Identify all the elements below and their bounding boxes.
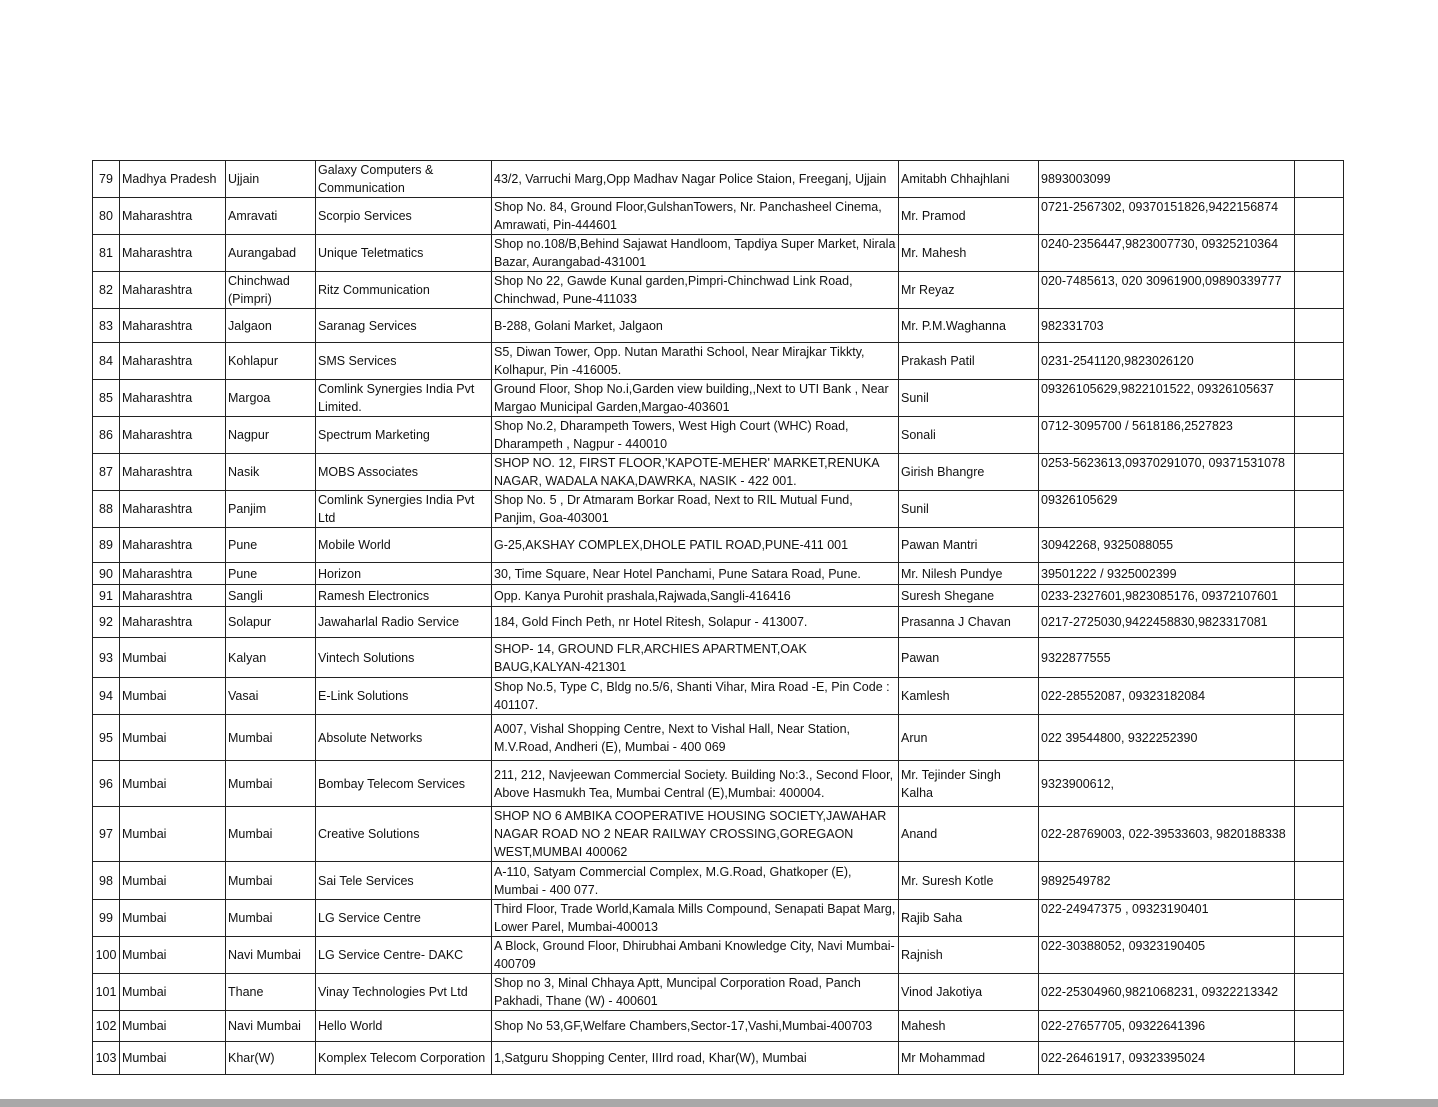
cell-city: Margoa <box>226 380 316 417</box>
cell-no: 81 <box>93 235 120 272</box>
cell-no: 82 <box>93 272 120 309</box>
cell-blank <box>1295 607 1344 638</box>
cell-blank <box>1295 563 1344 585</box>
cell-blank <box>1295 974 1344 1011</box>
cell-state: Maharashtra <box>120 528 226 563</box>
cell-address: Shop No.5, Type C, Bldg no.5/6, Shanti Vihar, Mira Road -E, Pin Code : 401107. <box>492 678 899 715</box>
cell-address: Third Floor, Trade World,Kamala Mills Compound, Senapati Bapat Marg, Lower Parel, Mumbai-400013 <box>492 900 899 937</box>
table-row <box>93 235 1344 272</box>
cell-contact: Mahesh <box>899 1011 1039 1042</box>
cell-name: E-Link Solutions <box>316 678 492 715</box>
cell-address: 184, Gold Finch Peth, nr Hotel Ritesh, Solapur - 413007. <box>492 607 899 638</box>
cell-contact: Mr Mohammad <box>899 1042 1039 1075</box>
cell-no: 99 <box>93 900 120 937</box>
cell-state: Mumbai <box>120 937 226 974</box>
cell-no: 83 <box>93 309 120 343</box>
cell-city: Mumbai <box>226 715 316 761</box>
cell-name: Creative Solutions <box>316 807 492 862</box>
cell-name: Galaxy Computers & Communication <box>316 161 492 198</box>
cell-city: Navi Mumbai <box>226 1011 316 1042</box>
cell-blank <box>1295 807 1344 862</box>
cell-phone: 020-7485613, 020 30961900,09890339777 <box>1039 272 1295 309</box>
cell-blank <box>1295 900 1344 937</box>
cell-no: 86 <box>93 417 120 454</box>
table-row <box>93 638 1344 678</box>
cell-phone: 09326105629 <box>1039 491 1295 528</box>
cell-state: Maharashtra <box>120 198 226 235</box>
cell-contact: Sonali <box>899 417 1039 454</box>
cell-city: Vasai <box>226 678 316 715</box>
cell-blank <box>1295 454 1344 491</box>
cell-state: Mumbai <box>120 974 226 1011</box>
table-row <box>93 563 1344 585</box>
cell-no: 98 <box>93 862 120 900</box>
cell-state: Maharashtra <box>120 607 226 638</box>
cell-address: 1,Satguru Shopping Center, IIIrd road, Khar(W), Mumbai <box>492 1042 899 1075</box>
cell-state: Mumbai <box>120 761 226 807</box>
cell-blank <box>1295 862 1344 900</box>
cell-address: G-25,AKSHAY COMPLEX,DHOLE PATIL ROAD,PUNE-411 001 <box>492 528 899 563</box>
service-centre-table-sheet <box>92 160 1343 1075</box>
cell-city: Mumbai <box>226 807 316 862</box>
table-row <box>93 1042 1344 1075</box>
cell-blank <box>1295 761 1344 807</box>
cell-contact: Mr. Pramod <box>899 198 1039 235</box>
cell-blank <box>1295 585 1344 607</box>
cell-address: A-110, Satyam Commercial Complex, M.G.Road, Ghatkoper (E), Mumbai - 400 077. <box>492 862 899 900</box>
cell-phone: 0712-3095700 / 5618186,2527823 <box>1039 417 1295 454</box>
cell-state: Maharashtra <box>120 309 226 343</box>
cell-no: 102 <box>93 1011 120 1042</box>
cell-contact: Vinod Jakotiya <box>899 974 1039 1011</box>
cell-no: 95 <box>93 715 120 761</box>
cell-contact: Mr. Tejinder Singh Kalha <box>899 761 1039 807</box>
cell-city: Amravati <box>226 198 316 235</box>
cell-no: 89 <box>93 528 120 563</box>
cell-city: Kalyan <box>226 638 316 678</box>
cell-address: SHOP- 14, GROUND FLR,ARCHIES APARTMENT,OAK BAUG,KALYAN-421301 <box>492 638 899 678</box>
cell-name: LG Service Centre- DAKC <box>316 937 492 974</box>
cell-city: Mumbai <box>226 900 316 937</box>
table-row <box>93 937 1344 974</box>
cell-address: 30, Time Square, Near Hotel Panchami, Pune Satara Road, Pune. <box>492 563 899 585</box>
table-row <box>93 761 1344 807</box>
cell-contact: Kamlesh <box>899 678 1039 715</box>
cell-address: A007, Vishal Shopping Centre, Next to Vishal Hall, Near Station, M.V.Road, Andheri (E), Mumbai - 400 069 <box>492 715 899 761</box>
cell-state: Mumbai <box>120 900 226 937</box>
cell-state: Maharashtra <box>120 563 226 585</box>
cell-city: Chinchwad (Pimpri) <box>226 272 316 309</box>
cell-state: Maharashtra <box>120 380 226 417</box>
cell-address: Shop no.108/B,Behind Sajawat Handloom, Tapdiya Super Market, Nirala Bazar, Aurangabad-431001 <box>492 235 899 272</box>
cell-name: Vintech Solutions <box>316 638 492 678</box>
cell-name: Comlink Synergies India Pvt Ltd <box>316 491 492 528</box>
cell-address: Shop no 3, Minal Chhaya Aptt, Muncipal Corporation Road, Panch Pakhadi, Thane (W) - 400601 <box>492 974 899 1011</box>
cell-state: Mumbai <box>120 715 226 761</box>
cell-no: 103 <box>93 1042 120 1075</box>
cell-blank <box>1295 715 1344 761</box>
cell-name: Vinay Technologies Pvt Ltd <box>316 974 492 1011</box>
cell-address: A Block, Ground Floor, Dhirubhai Ambani Knowledge City, Navi Mumbai-400709 <box>492 937 899 974</box>
cell-contact: Amitabh Chhajhlani <box>899 161 1039 198</box>
cell-city: Khar(W) <box>226 1042 316 1075</box>
cell-blank <box>1295 309 1344 343</box>
cell-contact: Anand <box>899 807 1039 862</box>
cell-state: Mumbai <box>120 1011 226 1042</box>
cell-no: 91 <box>93 585 120 607</box>
cell-city: Ujjain <box>226 161 316 198</box>
cell-state: Maharashtra <box>120 235 226 272</box>
cell-address: Shop No 53,GF,Welfare Chambers,Sector-17,Vashi,Mumbai-400703 <box>492 1011 899 1042</box>
cell-phone: 9893003099 <box>1039 161 1295 198</box>
table-row <box>93 715 1344 761</box>
cell-state: Maharashtra <box>120 417 226 454</box>
cell-no: 80 <box>93 198 120 235</box>
cell-blank <box>1295 417 1344 454</box>
cell-contact: Arun <box>899 715 1039 761</box>
cell-address: B-288, Golani Market, Jalgaon <box>492 309 899 343</box>
cell-no: 85 <box>93 380 120 417</box>
cell-state: Mumbai <box>120 1042 226 1075</box>
cell-phone: 022-27657705, 09322641396 <box>1039 1011 1295 1042</box>
cell-address: Shop No. 84, Ground Floor,GulshanTowers, Nr. Panchasheel Cinema, Amrawati, Pin-444601 <box>492 198 899 235</box>
cell-contact: Rajnish <box>899 937 1039 974</box>
cell-city: Solapur <box>226 607 316 638</box>
cell-address: S5, Diwan Tower, Opp. Nutan Marathi School, Near Mirajkar Tikkty, Kolhapur, Pin -416005. <box>492 343 899 380</box>
cell-phone: 9322877555 <box>1039 638 1295 678</box>
cell-contact: Sunil <box>899 380 1039 417</box>
cell-address: 43/2, Varruchi Marg,Opp Madhav Nagar Police Staion, Freeganj, Ujjain <box>492 161 899 198</box>
cell-city: Kohlapur <box>226 343 316 380</box>
cell-name: Absolute Networks <box>316 715 492 761</box>
cell-contact: Prasanna J Chavan <box>899 607 1039 638</box>
table-row <box>93 528 1344 563</box>
cell-phone: 0233-2327601,9823085176, 09372107601 <box>1039 585 1295 607</box>
cell-city: Nagpur <box>226 417 316 454</box>
page-bottom-divider <box>0 1099 1438 1107</box>
table-row <box>93 417 1344 454</box>
cell-address: Shop No. 5 , Dr Atmaram Borkar Road, Next to RIL Mutual Fund, Panjim, Goa-403001 <box>492 491 899 528</box>
cell-address: Shop No 22, Gawde Kunal garden,Pimpri-Chinchwad Link Road, Chinchwad, Pune-411033 <box>492 272 899 309</box>
cell-city: Panjim <box>226 491 316 528</box>
table-row <box>93 607 1344 638</box>
cell-contact: Mr. Nilesh Pundye <box>899 563 1039 585</box>
cell-state: Maharashtra <box>120 585 226 607</box>
cell-phone: 0231-2541120,9823026120 <box>1039 343 1295 380</box>
cell-name: Saranag Services <box>316 309 492 343</box>
cell-phone: 9892549782 <box>1039 862 1295 900</box>
cell-address: Opp. Kanya Purohit prashala,Rajwada,Sangli-416416 <box>492 585 899 607</box>
cell-city: Pune <box>226 528 316 563</box>
cell-blank <box>1295 161 1344 198</box>
cell-phone: 022-26461917, 09323395024 <box>1039 1042 1295 1075</box>
cell-contact: Mr. Mahesh <box>899 235 1039 272</box>
cell-blank <box>1295 491 1344 528</box>
cell-phone: 0253-5623613,09370291070, 09371531078 <box>1039 454 1295 491</box>
cell-state: Mumbai <box>120 638 226 678</box>
table-row <box>93 343 1344 380</box>
table-row <box>93 807 1344 862</box>
cell-no: 100 <box>93 937 120 974</box>
cell-city: Nasik <box>226 454 316 491</box>
cell-city: Thane <box>226 974 316 1011</box>
cell-no: 93 <box>93 638 120 678</box>
cell-phone: 0721-2567302, 09370151826,9422156874 <box>1039 198 1295 235</box>
cell-name: Sai Tele Services <box>316 862 492 900</box>
cell-address: Shop No.2, Dharampeth Towers, West High Court (WHC) Road, Dharampeth , Nagpur - 440010 <box>492 417 899 454</box>
cell-name: Comlink Synergies India Pvt Limited. <box>316 380 492 417</box>
cell-blank <box>1295 380 1344 417</box>
cell-address: SHOP NO. 12, FIRST FLOOR,'KAPOTE-MEHER' MARKET,RENUKA NAGAR, WADALA NAKA,DAWRKA, NASIK - 422 001. <box>492 454 899 491</box>
cell-phone: 09326105629,9822101522, 09326105637 <box>1039 380 1295 417</box>
table-row <box>93 198 1344 235</box>
cell-city: Aurangabad <box>226 235 316 272</box>
cell-phone: 9323900612, <box>1039 761 1295 807</box>
cell-city: Pune <box>226 563 316 585</box>
cell-contact: Sunil <box>899 491 1039 528</box>
table-row <box>93 974 1344 1011</box>
cell-name: Spectrum Marketing <box>316 417 492 454</box>
cell-state: Maharashtra <box>120 272 226 309</box>
cell-contact: Mr. P.M.Waghanna <box>899 309 1039 343</box>
cell-name: Ramesh Electronics <box>316 585 492 607</box>
service-centre-table <box>92 160 1344 1075</box>
cell-address: 211, 212, Navjeewan Commercial Society. Building No:3., Second Floor, Above Hasmukh Tea, Mumbai Central (E),Mumbai: 400004. <box>492 761 899 807</box>
cell-contact: Suresh Shegane <box>899 585 1039 607</box>
cell-contact: Mr Reyaz <box>899 272 1039 309</box>
cell-name: Unique Teletmatics <box>316 235 492 272</box>
cell-state: Madhya Pradesh <box>120 161 226 198</box>
cell-no: 96 <box>93 761 120 807</box>
cell-phone: 022-28769003, 022-39533603, 9820188338 <box>1039 807 1295 862</box>
cell-city: Mumbai <box>226 761 316 807</box>
cell-phone: 0217-2725030,9422458830,9823317081 <box>1039 607 1295 638</box>
cell-blank <box>1295 343 1344 380</box>
cell-phone: 022-24947375 , 09323190401 <box>1039 900 1295 937</box>
cell-blank <box>1295 528 1344 563</box>
table-row <box>93 862 1344 900</box>
cell-state: Maharashtra <box>120 343 226 380</box>
cell-blank <box>1295 1042 1344 1075</box>
cell-blank <box>1295 272 1344 309</box>
cell-name: Bombay Telecom Services <box>316 761 492 807</box>
table-row <box>93 272 1344 309</box>
cell-phone: 39501222 / 9325002399 <box>1039 563 1295 585</box>
table-row <box>93 491 1344 528</box>
cell-name: Ritz Communication <box>316 272 492 309</box>
cell-name: Mobile World <box>316 528 492 563</box>
cell-name: Komplex Telecom Corporation <box>316 1042 492 1075</box>
cell-contact: Pawan <box>899 638 1039 678</box>
cell-no: 97 <box>93 807 120 862</box>
cell-address: Ground Floor, Shop No.i,Garden view building,,Next to UTI Bank , Near Margao Municipal Garden,Margao-403601 <box>492 380 899 417</box>
cell-phone: 022-28552087, 09323182084 <box>1039 678 1295 715</box>
table-row <box>93 380 1344 417</box>
cell-city: Navi Mumbai <box>226 937 316 974</box>
cell-city: Jalgaon <box>226 309 316 343</box>
table-row <box>93 585 1344 607</box>
cell-blank <box>1295 1011 1344 1042</box>
table-row <box>93 309 1344 343</box>
cell-state: Mumbai <box>120 807 226 862</box>
table-row <box>93 900 1344 937</box>
cell-no: 101 <box>93 974 120 1011</box>
cell-state: Mumbai <box>120 678 226 715</box>
cell-blank <box>1295 678 1344 715</box>
cell-blank <box>1295 235 1344 272</box>
table-row <box>93 1011 1344 1042</box>
cell-state: Mumbai <box>120 862 226 900</box>
cell-blank <box>1295 638 1344 678</box>
cell-name: Horizon <box>316 563 492 585</box>
cell-city: Mumbai <box>226 862 316 900</box>
cell-contact: Girish Bhangre <box>899 454 1039 491</box>
cell-no: 90 <box>93 563 120 585</box>
cell-address: SHOP NO 6 AMBIKA COOPERATIVE HOUSING SOCIETY,JAWAHAR NAGAR ROAD NO 2 NEAR RAILWAY CROSSING,GOREGAON WEST,MUMBAI 400062 <box>492 807 899 862</box>
cell-name: Scorpio Services <box>316 198 492 235</box>
cell-name: MOBS Associates <box>316 454 492 491</box>
cell-phone: 022-25304960,9821068231, 09322213342 <box>1039 974 1295 1011</box>
cell-contact: Prakash Patil <box>899 343 1039 380</box>
cell-phone: 30942268, 9325088055 <box>1039 528 1295 563</box>
cell-city: Sangli <box>226 585 316 607</box>
cell-no: 87 <box>93 454 120 491</box>
cell-contact: Pawan Mantri <box>899 528 1039 563</box>
cell-no: 84 <box>93 343 120 380</box>
cell-no: 79 <box>93 161 120 198</box>
cell-phone: 022-30388052, 09323190405 <box>1039 937 1295 974</box>
cell-name: LG Service Centre <box>316 900 492 937</box>
cell-contact: Rajib Saha <box>899 900 1039 937</box>
cell-state: Maharashtra <box>120 454 226 491</box>
cell-contact: Mr. Suresh Kotle <box>899 862 1039 900</box>
cell-no: 92 <box>93 607 120 638</box>
cell-phone: 982331703 <box>1039 309 1295 343</box>
cell-name: SMS Services <box>316 343 492 380</box>
table-row <box>93 678 1344 715</box>
cell-blank <box>1295 937 1344 974</box>
cell-name: Hello World <box>316 1011 492 1042</box>
cell-no: 94 <box>93 678 120 715</box>
cell-blank <box>1295 198 1344 235</box>
table-row <box>93 161 1344 198</box>
cell-state: Maharashtra <box>120 491 226 528</box>
cell-no: 88 <box>93 491 120 528</box>
table-row <box>93 454 1344 491</box>
cell-phone: 022 39544800, 9322252390 <box>1039 715 1295 761</box>
table-body <box>93 161 1344 1075</box>
cell-name: Jawaharlal Radio Service <box>316 607 492 638</box>
cell-phone: 0240-2356447,9823007730, 09325210364 <box>1039 235 1295 272</box>
